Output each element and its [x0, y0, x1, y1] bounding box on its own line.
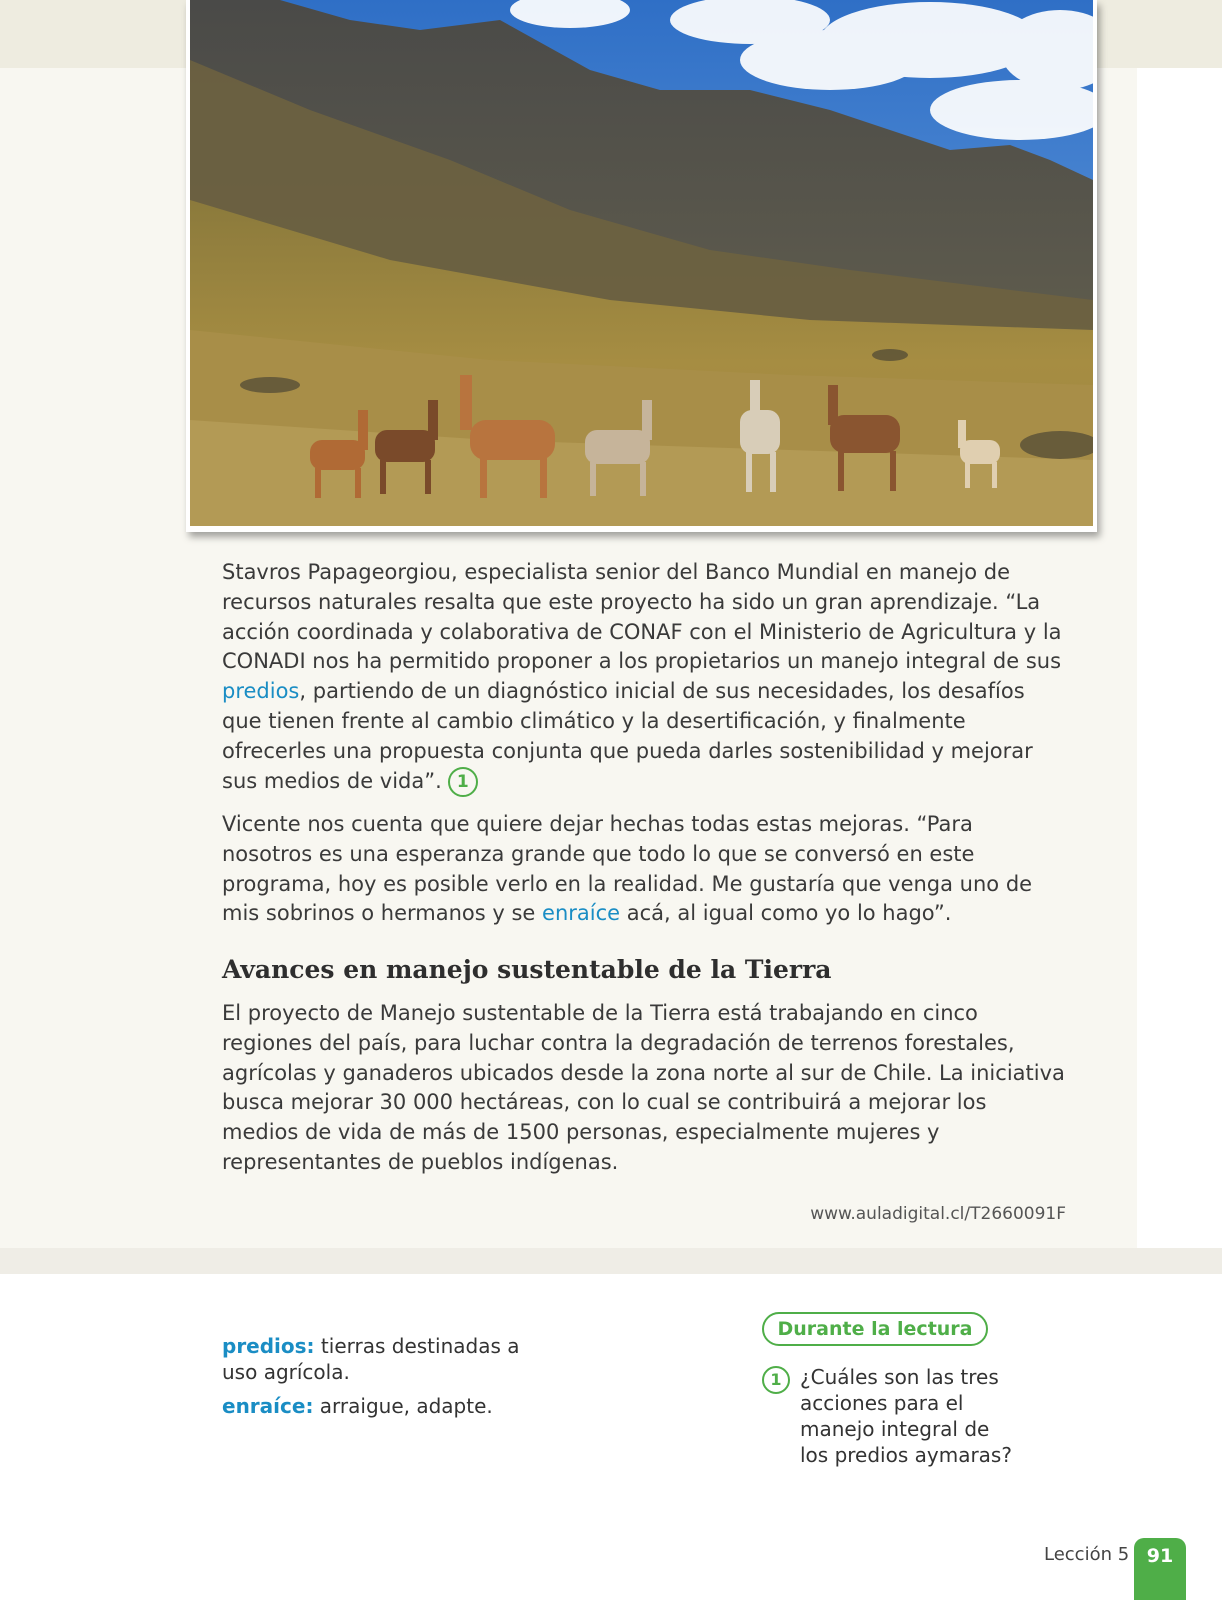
reading-question: ¿Cuáles son las tres acciones para el manejo integral de los predios aymaras? — [800, 1365, 1012, 1467]
glossary — [222, 1333, 522, 1427]
page-number-tab: 91 — [1134, 1538, 1186, 1600]
question-marker-inline: 1 — [448, 767, 478, 797]
source-url-link[interactable]: www.auladigital.cl/T2660091F — [810, 1204, 1066, 1224]
glossary-entry — [222, 1393, 522, 1419]
glossary-definition: arraigue, adapte. — [313, 1394, 493, 1418]
paragraph-text: , partiendo de un diagnóstico inicial de sus necesidades, los desafíos que tienen frente al cambio climático y la desertificación, y finalmente ofrecerles una propuesta conjunta que pueda darles sostenibilidad y mejorar sus medios de vida”. — [222, 679, 1033, 793]
section-heading: Avances en manejo sustentable de la Tierra — [222, 955, 832, 984]
bottom-band — [0, 1248, 1222, 1274]
question-number-badge: 1 — [762, 1366, 790, 1394]
glossary-entry — [222, 1333, 522, 1385]
reading-box-label: Durante la lectura — [762, 1312, 988, 1346]
glossary-term: enraíce: — [222, 1394, 314, 1418]
paragraph-vicente — [222, 810, 1067, 929]
glossary-definition: tierras destinadas a uso agrícola. — [222, 1334, 520, 1384]
photo-illustration — [190, 0, 1093, 526]
paragraph-text: acá, al igual como yo lo hago”. — [620, 901, 952, 926]
paragraph-text: Vicente nos cuenta que quiere dejar hechas todas estas mejoras. “Para nosotros es una esperanza grande que todo lo que se conversó en este programa, hoy es posible verlo en la realidad. Me gustaría que venga uno de mis sobrinos o hermanos y se — [222, 812, 1033, 926]
paragraph-papageorgiou — [222, 558, 1067, 797]
glossary-link-enraice[interactable]: enraíce — [542, 901, 621, 926]
lesson-label: Lección 5 — [1044, 1544, 1130, 1565]
paragraph-text: Stavros Papageorgiou, especialista senior del Banco Mundial en manejo de recursos naturales resalta que este proyecto ha sido un gran aprendizaje. “La acción coordinada y colaborativa de CONAF con el Ministerio de Agricultura y la CONADI nos ha permitido proponer a los propietarios un manejo integral de sus — [222, 560, 1062, 674]
llama-landscape-photo — [186, 0, 1097, 532]
glossary-term: predios: — [222, 1334, 315, 1358]
paragraph-avances: El proyecto de Manejo sustentable de la Tierra está trabajando en cinco regiones del país, para luchar contra la degradación de terrenos forestales, agrícolas y ganaderos ubicados desde la zona norte al sur de Chile. La iniciativa busca mejorar 30 000 hectáreas, con lo cual se contribuirá a mejorar los medios de vida de más de 1500 personas, especialmente mujeres y representantes de pueblos indígenas. — [222, 1001, 1065, 1174]
glossary-link-predios[interactable]: predios — [222, 679, 300, 704]
